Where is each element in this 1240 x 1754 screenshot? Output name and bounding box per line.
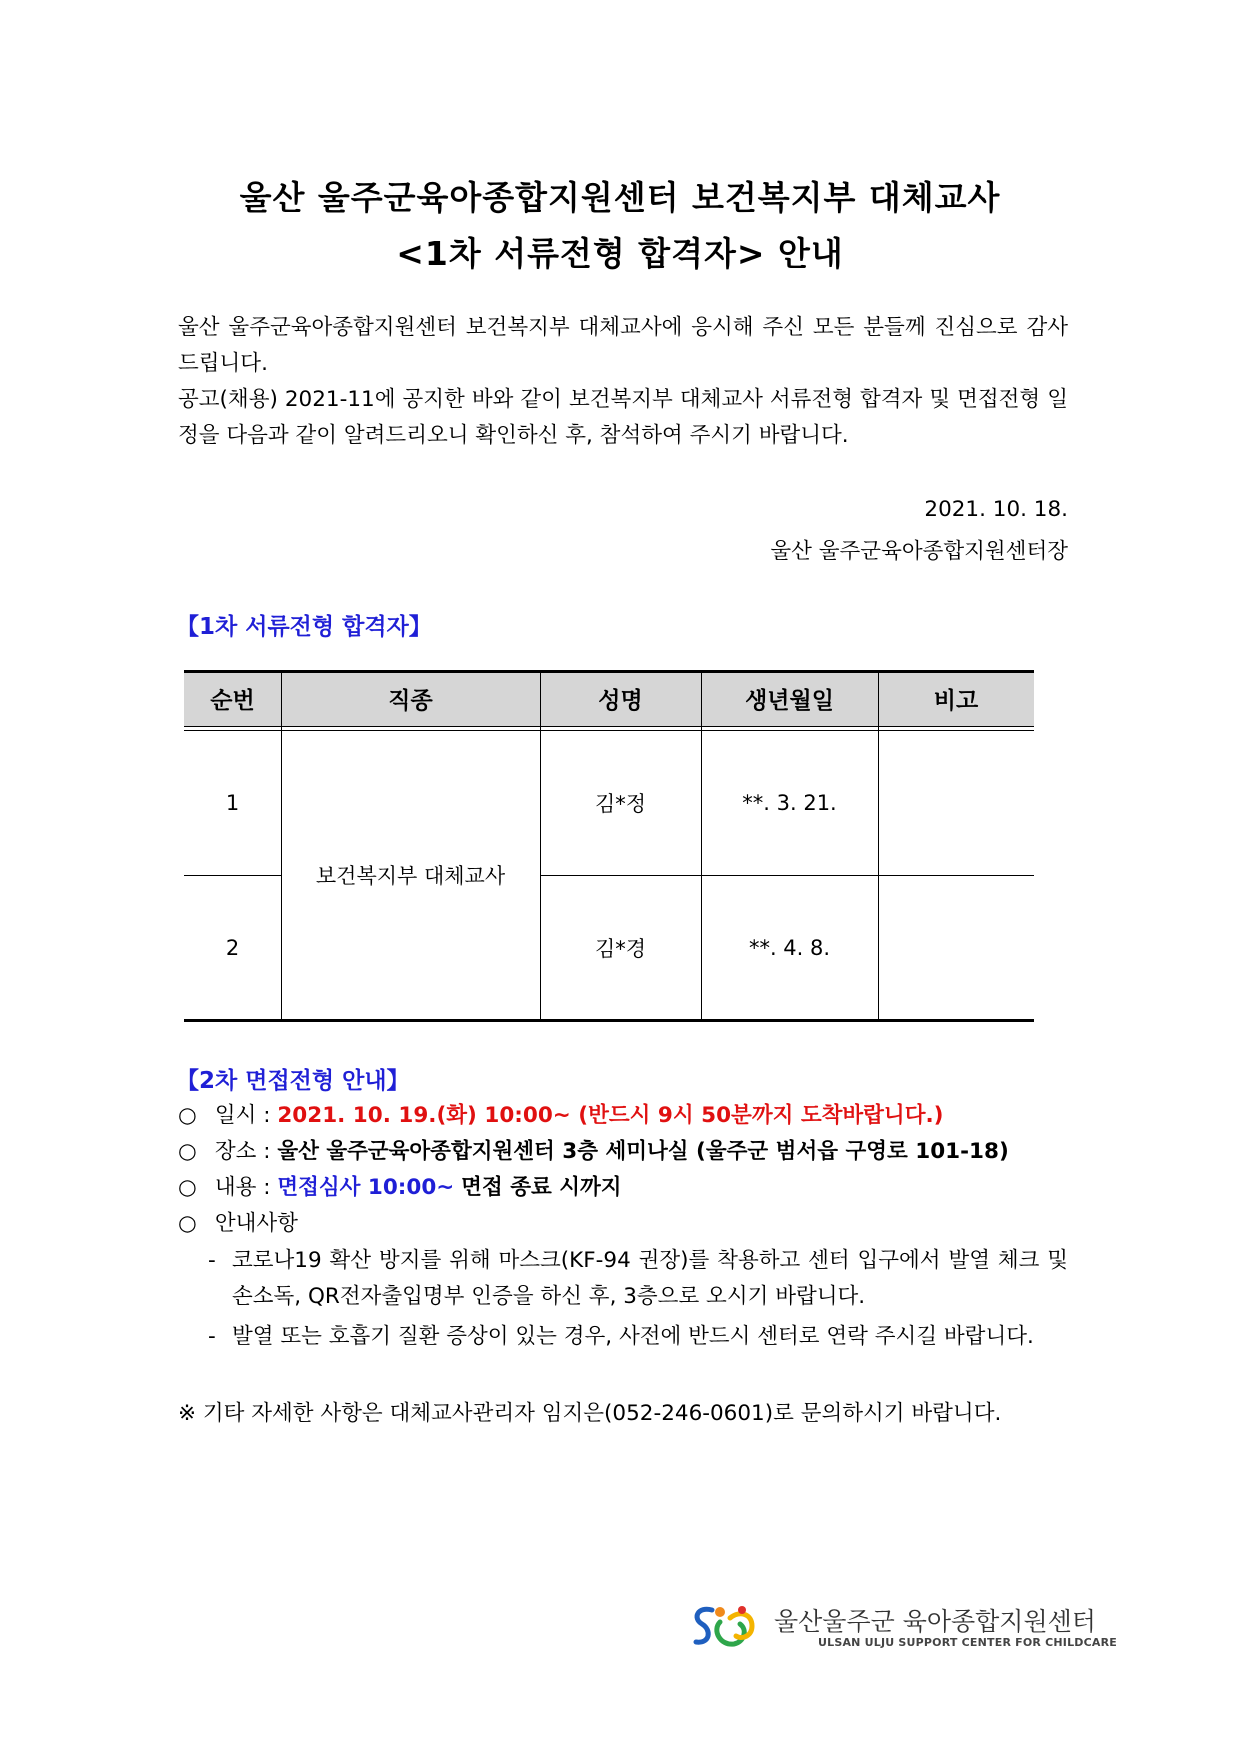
info-guide <box>178 1206 298 1237</box>
guide-item-1-text: 코로나19 확산 방지를 위해 마스크(KF-94 권장)를 착용하고 센터 입구에서 발열 체크 및 손소독, QR전자출입명부 인증을 하신 후, 3층으로 오시기 바랍니다. <box>232 1248 1068 1309</box>
guide-item-1 <box>208 1243 1068 1315</box>
dash-marker: - <box>208 1248 216 1273</box>
center-logo-name: 울산울주군 육아종합지원센터 <box>774 1607 1096 1636</box>
content-value-highlight: 면접심사 10:00~ <box>277 1175 455 1200</box>
info-place <box>178 1134 1009 1165</box>
notice-date: 2021. 10. 18. <box>924 497 1068 522</box>
datetime-label: 일시 : <box>214 1103 271 1128</box>
center-logo-icon <box>690 1600 760 1656</box>
row-2-note <box>878 876 1034 1019</box>
bullet-circle-icon: ○ <box>178 1211 197 1236</box>
header-name: 성명 <box>598 687 643 714</box>
header-note: 비고 <box>933 687 979 714</box>
datetime-value: 2021. 10. 19.(화) 10:00~ (반드시 9시 50분까지 도착바랍니다.) <box>277 1103 944 1128</box>
row-2-no: 2 <box>225 935 240 960</box>
section-1-heading: 【1차 서류전형 합격자】 <box>176 614 432 640</box>
title-line-1: 울산 울주군육아종합지원센터 보건복지부 대체교사 <box>239 178 1001 217</box>
section-2-heading: 【2차 면접전형 안내】 <box>176 1068 410 1094</box>
bullet-circle-icon: ○ <box>178 1139 197 1164</box>
row-1-note <box>878 731 1034 875</box>
header-job: 직종 <box>388 687 433 714</box>
row-2-name: 김*경 <box>594 936 647 961</box>
row-2-birth: **. 4. 8. <box>748 935 831 960</box>
dash-marker: - <box>208 1324 216 1349</box>
table-bottom-border <box>184 1019 1034 1022</box>
guide-label: 안내사항 <box>214 1211 298 1236</box>
intro-paragraph-1: 울산 울주군육아종합지원센터 보건복지부 대체교사에 응시해 주신 모든 분들께 진심으로 감사드립니다. <box>178 315 1068 376</box>
center-logo-english: ULSAN ULJU SUPPORT CENTER FOR CHILDCARE <box>818 1636 1118 1649</box>
place-label: 장소 : <box>214 1139 271 1164</box>
guide-item-2 <box>208 1319 1068 1355</box>
row-1-name: 김*정 <box>594 792 647 816</box>
center-logo <box>690 1600 1118 1660</box>
bullet-circle-icon: ○ <box>178 1103 197 1128</box>
content-value: 면접 종료 시까지 <box>461 1175 622 1200</box>
content-label: 내용 : <box>214 1175 271 1200</box>
info-datetime <box>178 1098 943 1129</box>
intro-text <box>178 310 1068 454</box>
place-value: 울산 울주군육아종합지원센터 3층 세미나실 (울주군 범서읍 구영로 101-18) <box>277 1139 1009 1164</box>
intro-paragraph-2: 공고(채용) 2021-11에 공지한 바와 같이 보건복지부 대체교사 서류전형 합격자 및 면접전형 일정을 다음과 같이 알려드리오니 확인하신 후, 참석하여 주시기 바랍니다. <box>178 387 1068 448</box>
passers-table <box>184 670 1034 1022</box>
bullet-circle-icon: ○ <box>178 1175 197 1200</box>
contact-note: ※ 기타 자세한 사항은 대체교사관리자 임지은(052-246-0601)로 문의하시기 바랍니다. <box>178 1401 1002 1426</box>
table-header-line-1 <box>184 726 1034 727</box>
job-cell: 보건복지부 대체교사 <box>315 864 506 888</box>
header-birth: 생년월일 <box>745 687 834 714</box>
row-1-birth: **. 3. 21. <box>742 791 837 815</box>
header-no: 순번 <box>210 687 255 714</box>
row-1-no: 1 <box>225 791 240 815</box>
title-line-2: <1차 서류전형 합격자> 안내 <box>396 234 844 273</box>
signer: 울산 울주군육아종합지원센터장 <box>770 539 1068 564</box>
guide-item-2-text: 발열 또는 호흡기 질환 증상이 있는 경우, 사전에 반드시 센터로 연락 주시길 바랍니다. <box>232 1324 1034 1349</box>
info-content <box>178 1170 622 1201</box>
